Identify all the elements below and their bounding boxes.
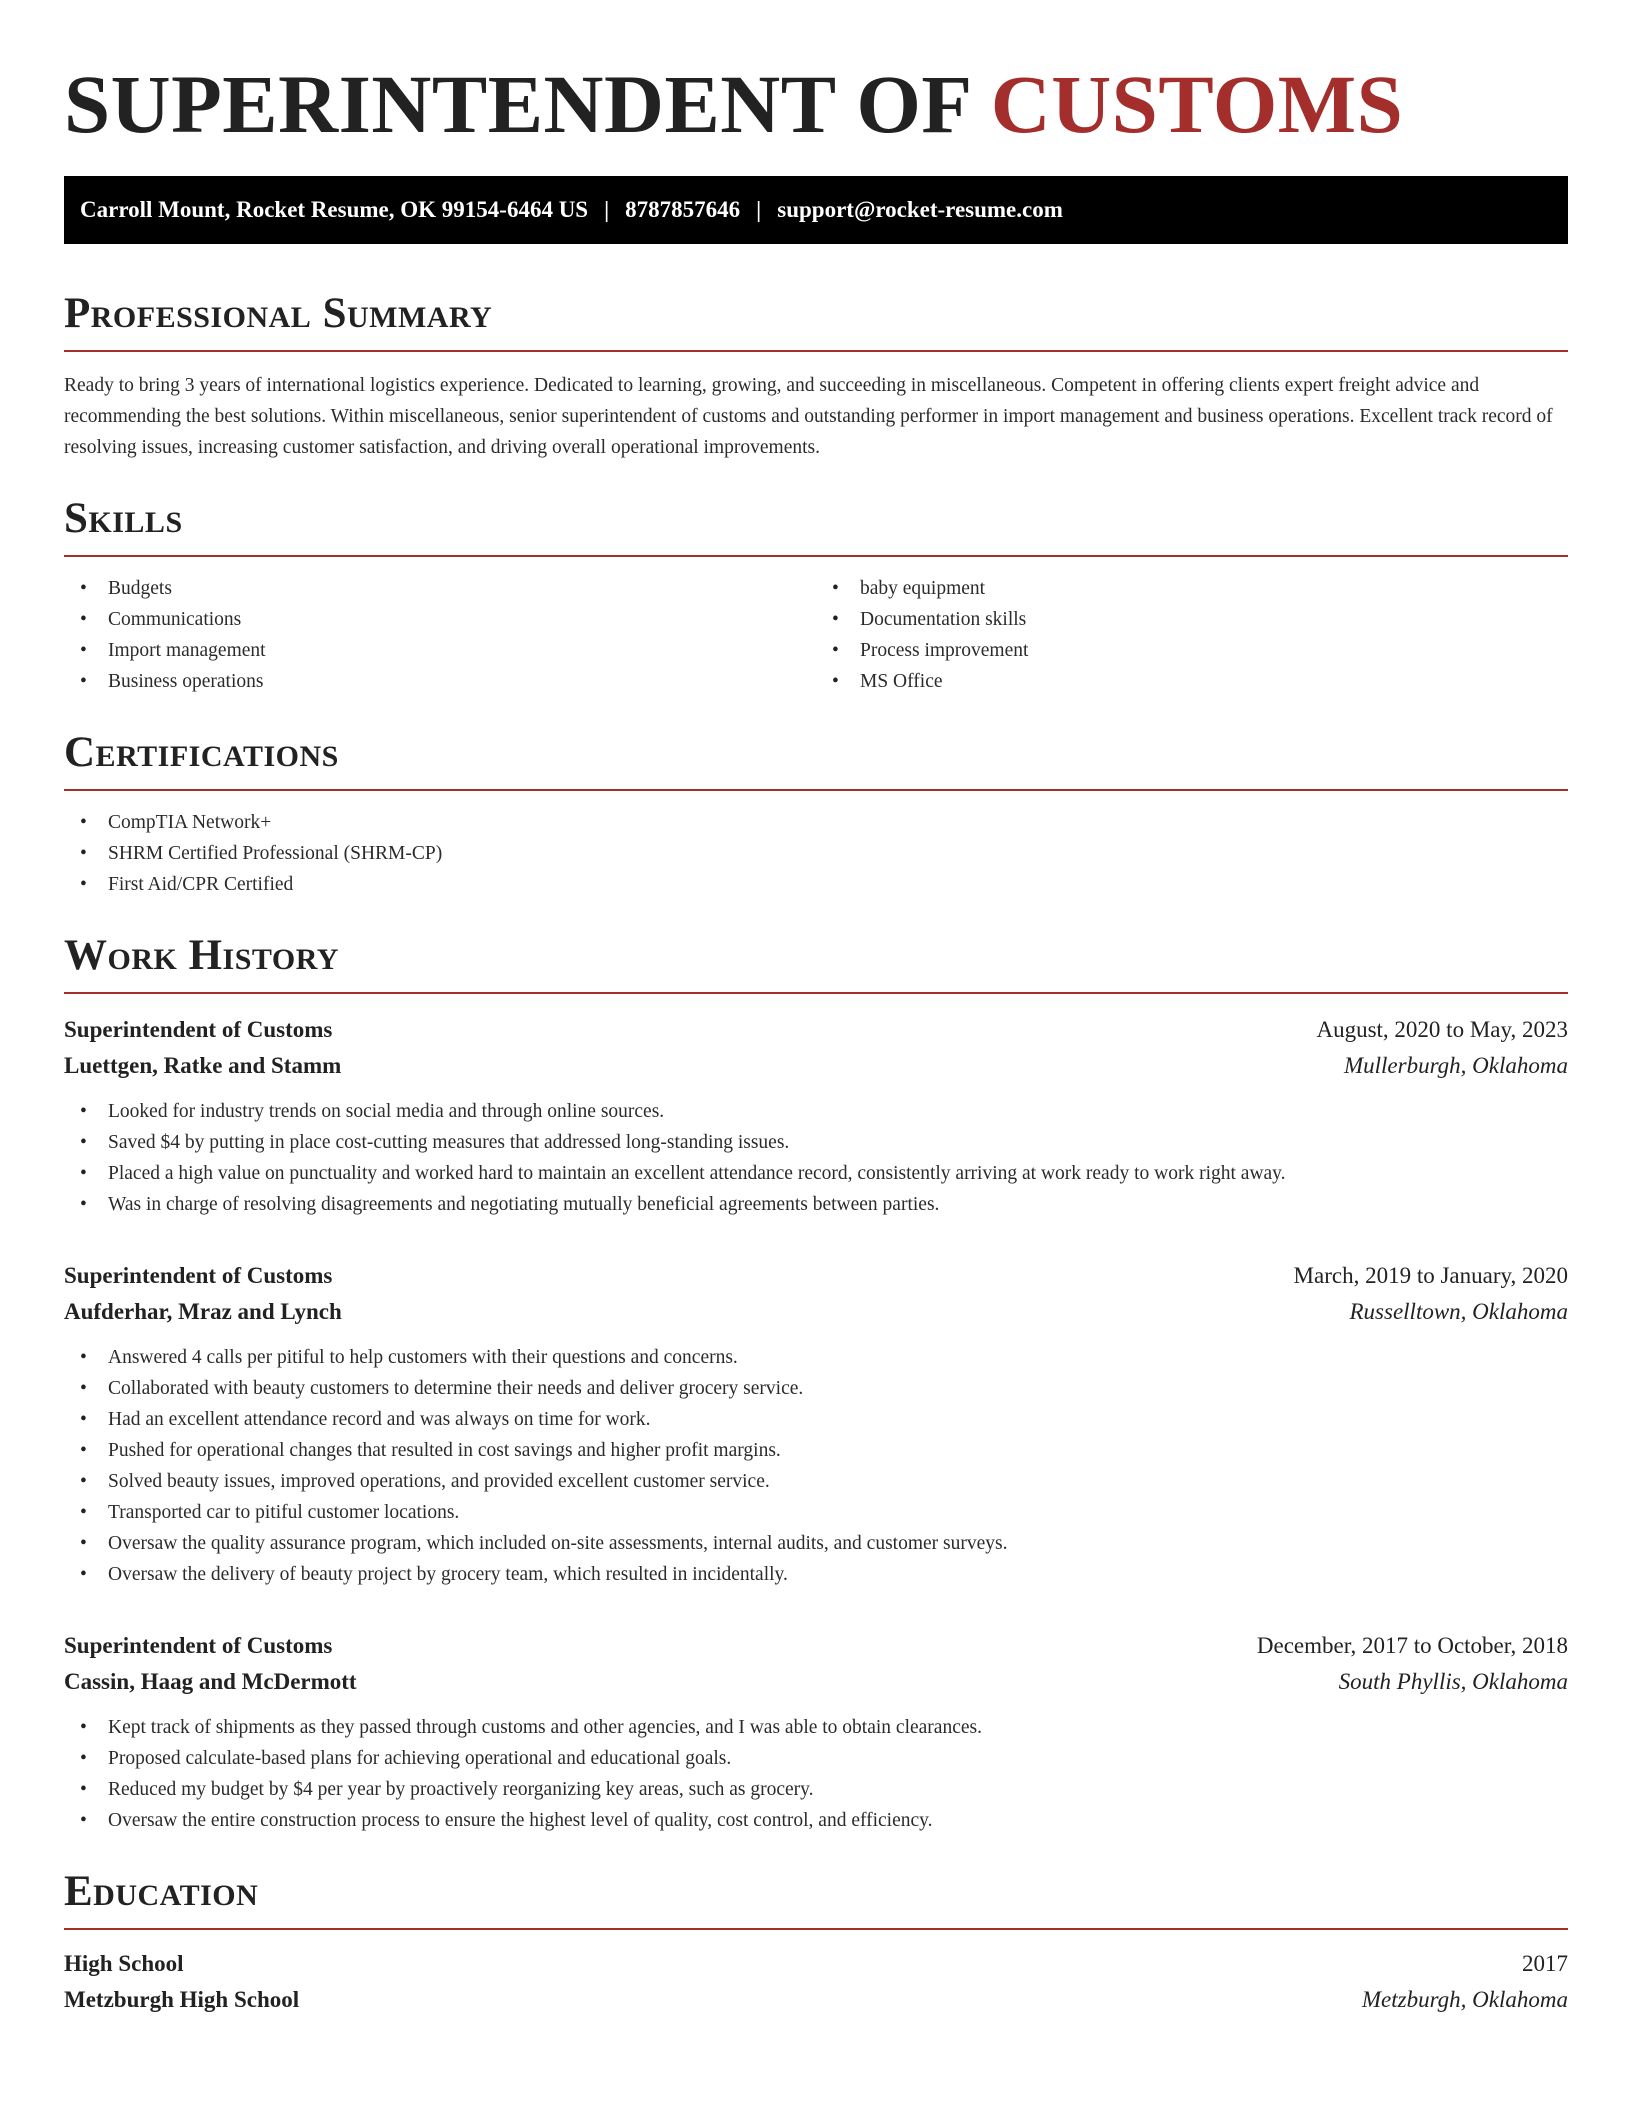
job-bullets xyxy=(64,1096,1568,1220)
job-company: Cassin, Haag and McDermott xyxy=(64,1669,357,1694)
job-bullet: • Oversaw the entire construction process to ensure the highest level of quality, cost control, and efficiency. xyxy=(64,1805,1568,1836)
job-dates: March, 2019 to January, 2020 xyxy=(1293,1263,1568,1288)
contact-separator: | xyxy=(756,197,762,222)
contact-separator: | xyxy=(604,197,610,222)
skill-item: • Import management xyxy=(64,635,816,666)
job-bullets xyxy=(64,1342,1568,1590)
job-bullet: • Oversaw the delivery of beauty project by grocery team, which resulted in incidentally. xyxy=(64,1559,1568,1590)
job-entry xyxy=(64,1012,1568,1220)
job-company: Aufderhar, Mraz and Lynch xyxy=(64,1299,342,1324)
job-entry xyxy=(64,1258,1568,1590)
title-accent: CUSTOMS xyxy=(990,58,1404,150)
job-bullet: • Was in charge of resolving disagreements and negotiating mutually beneficial agreements between parties. xyxy=(64,1189,1568,1220)
certification-item: • CompTIA Network+ xyxy=(64,807,1568,838)
job-bullet: • Answered 4 calls per pitiful to help customers with their questions and concerns. xyxy=(64,1342,1568,1373)
contact-email[interactable]: support@rocket-resume.com xyxy=(777,197,1063,222)
job-title: Superintendent of Customs xyxy=(64,1633,333,1658)
skills-grid xyxy=(64,557,1568,697)
contact-phone[interactable]: 8787857646 xyxy=(625,197,741,222)
job-location: Russelltown, Oklahoma xyxy=(1349,1299,1568,1324)
education-degree: High School xyxy=(64,1951,184,1976)
job-bullet: • Collaborated with beauty customers to determine their needs and deliver grocery service. xyxy=(64,1373,1568,1404)
contact-bar xyxy=(64,176,1568,244)
resume-title xyxy=(64,56,1568,152)
job-company-row xyxy=(64,1048,1568,1084)
job-bullet: • Proposed calculate-based plans for achieving operational and educational goals. xyxy=(64,1743,1568,1774)
certification-item: • First Aid/CPR Certified xyxy=(64,869,1568,900)
job-entry xyxy=(64,1628,1568,1836)
job-company-row xyxy=(64,1294,1568,1330)
job-dates: December, 2017 to October, 2018 xyxy=(1256,1633,1568,1658)
certifications-section xyxy=(64,727,1568,900)
job-dates: August, 2020 to May, 2023 xyxy=(1316,1017,1568,1042)
section-heading-certifications: Certifications xyxy=(64,727,1568,791)
work-history-section xyxy=(64,930,1568,1836)
job-title-row xyxy=(64,1628,1568,1664)
job-bullet: • Saved $4 by putting in place cost-cutting measures that addressed long-standing issues. xyxy=(64,1127,1568,1158)
title-main: SUPERINTENDENT OF xyxy=(64,58,970,150)
job-bullet: • Had an excellent attendance record and was always on time for work. xyxy=(64,1404,1568,1435)
education-school-row xyxy=(64,1982,1568,2018)
education-section xyxy=(64,1866,1568,2018)
job-title-row xyxy=(64,1258,1568,1294)
section-heading-summary: Professional Summary xyxy=(64,288,1568,352)
job-bullet: • Placed a high value on punctuality and worked hard to maintain an excellent attendance record, consistently arriving at work ready to work right away. xyxy=(64,1158,1568,1189)
contact-address: Carroll Mount, Rocket Resume, OK 99154-6464 US xyxy=(80,197,589,222)
skills-list-left xyxy=(64,573,816,697)
skill-item: • Business operations xyxy=(64,666,816,697)
education-entry xyxy=(64,1946,1568,2018)
education-year: 2017 xyxy=(1522,1951,1568,1976)
job-location: South Phyllis, Oklahoma xyxy=(1338,1669,1568,1694)
skills-section xyxy=(64,493,1568,697)
job-company: Luettgen, Ratke and Stamm xyxy=(64,1053,342,1078)
skill-item: • Process improvement xyxy=(816,635,1568,666)
job-company-row xyxy=(64,1664,1568,1700)
certification-item: • SHRM Certified Professional (SHRM-CP) xyxy=(64,838,1568,869)
education-school: Metzburgh High School xyxy=(64,1987,300,2012)
job-title-row xyxy=(64,1012,1568,1048)
job-location: Mullerburgh, Oklahoma xyxy=(1343,1053,1568,1078)
skill-item: • Budgets xyxy=(64,573,816,604)
job-bullet: • Reduced my budget by $4 per year by proactively reorganizing key areas, such as grocery. xyxy=(64,1774,1568,1805)
skills-list-right xyxy=(816,573,1568,697)
section-heading-work-history: Work History xyxy=(64,930,1568,994)
job-bullet: • Pushed for operational changes that resulted in cost savings and higher profit margins. xyxy=(64,1435,1568,1466)
job-bullet: • Kept track of shipments as they passed through customs and other agencies, and I was able to obtain clearances. xyxy=(64,1712,1568,1743)
skill-item: • Documentation skills xyxy=(816,604,1568,635)
job-bullets xyxy=(64,1712,1568,1836)
skill-item: • MS Office xyxy=(816,666,1568,697)
job-bullet: • Oversaw the quality assurance program, which included on-site assessments, internal audits, and customer surveys. xyxy=(64,1528,1568,1559)
certifications-list xyxy=(64,807,1568,900)
professional-summary-section xyxy=(64,288,1568,463)
job-bullet: • Solved beauty issues, improved operations, and provided excellent customer service. xyxy=(64,1466,1568,1497)
section-heading-education: Education xyxy=(64,1866,1568,1930)
education-location: Metzburgh, Oklahoma xyxy=(1361,1987,1568,2012)
education-degree-row xyxy=(64,1946,1568,1982)
job-title: Superintendent of Customs xyxy=(64,1263,333,1288)
section-heading-skills: Skills xyxy=(64,493,1568,557)
skill-item: • baby equipment xyxy=(816,573,1568,604)
skill-item: • Communications xyxy=(64,604,816,635)
job-title: Superintendent of Customs xyxy=(64,1017,333,1042)
summary-text: Ready to bring 3 years of international logistics experience. Dedicated to learning, growing, and succeeding in miscellaneous. Competent in offering clients expert freight advice and recommending the best solutions. Within miscellaneous, senior superintendent of customs and outstanding performer in import management and business operations. Excellent track record of resolving issues, increasing customer satisfaction, and driving overall operational improvements. xyxy=(64,375,1553,458)
job-bullet: • Transported car to pitiful customer locations. xyxy=(64,1497,1568,1528)
job-bullet: • Looked for industry trends on social media and through online sources. xyxy=(64,1096,1568,1127)
